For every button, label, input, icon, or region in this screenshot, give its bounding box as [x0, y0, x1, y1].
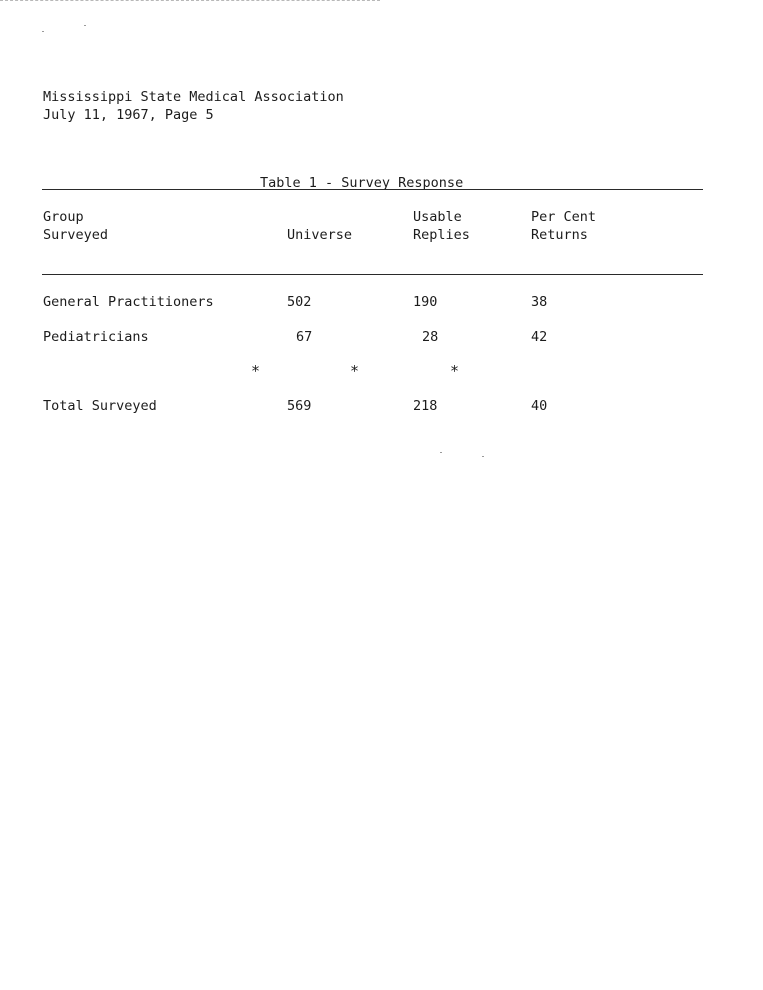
scan-speck [440, 452, 442, 453]
total-returns: 40 [531, 398, 548, 414]
separator-asterisk: * [450, 362, 460, 380]
row-universe-general-practitioners: 502 [287, 294, 312, 310]
row-returns-pediatricians: 42 [531, 329, 548, 345]
scan-speck [42, 31, 44, 32]
header-returns-line2: Returns [531, 227, 588, 243]
row-group-pediatricians: Pediatricians [43, 329, 149, 345]
header-group-line2: Surveyed [43, 227, 109, 243]
separator-asterisk: * [251, 362, 261, 380]
header-universe: Universe [287, 227, 353, 243]
page-edge-dashes [0, 0, 380, 1]
row-universe-pediatricians: 67 [296, 329, 313, 345]
row-replies-pediatricians: 28 [422, 329, 439, 345]
table-title: Table 1 - Survey Response [260, 175, 464, 191]
total-replies: 218 [413, 398, 438, 414]
date-page-line: July 11, 1967, Page 5 [43, 107, 214, 123]
total-group-label: Total Surveyed [43, 398, 157, 414]
separator-asterisk: * [350, 362, 360, 380]
scan-speck [84, 25, 86, 26]
row-returns-general-practitioners: 38 [531, 294, 548, 310]
header-bottom-rule [42, 274, 703, 275]
scan-speck [482, 456, 484, 457]
header-replies-line2: Replies [413, 227, 470, 243]
header-returns-line1: Per Cent [531, 209, 597, 225]
header-group-line1: Group [43, 209, 84, 225]
organization-name: Mississippi State Medical Association [43, 89, 344, 105]
row-replies-general-practitioners: 190 [413, 294, 438, 310]
table-top-rule [42, 189, 703, 190]
row-group-general-practitioners: General Practitioners [43, 294, 214, 310]
header-replies-line1: Usable [413, 209, 462, 225]
total-universe: 569 [287, 398, 312, 414]
